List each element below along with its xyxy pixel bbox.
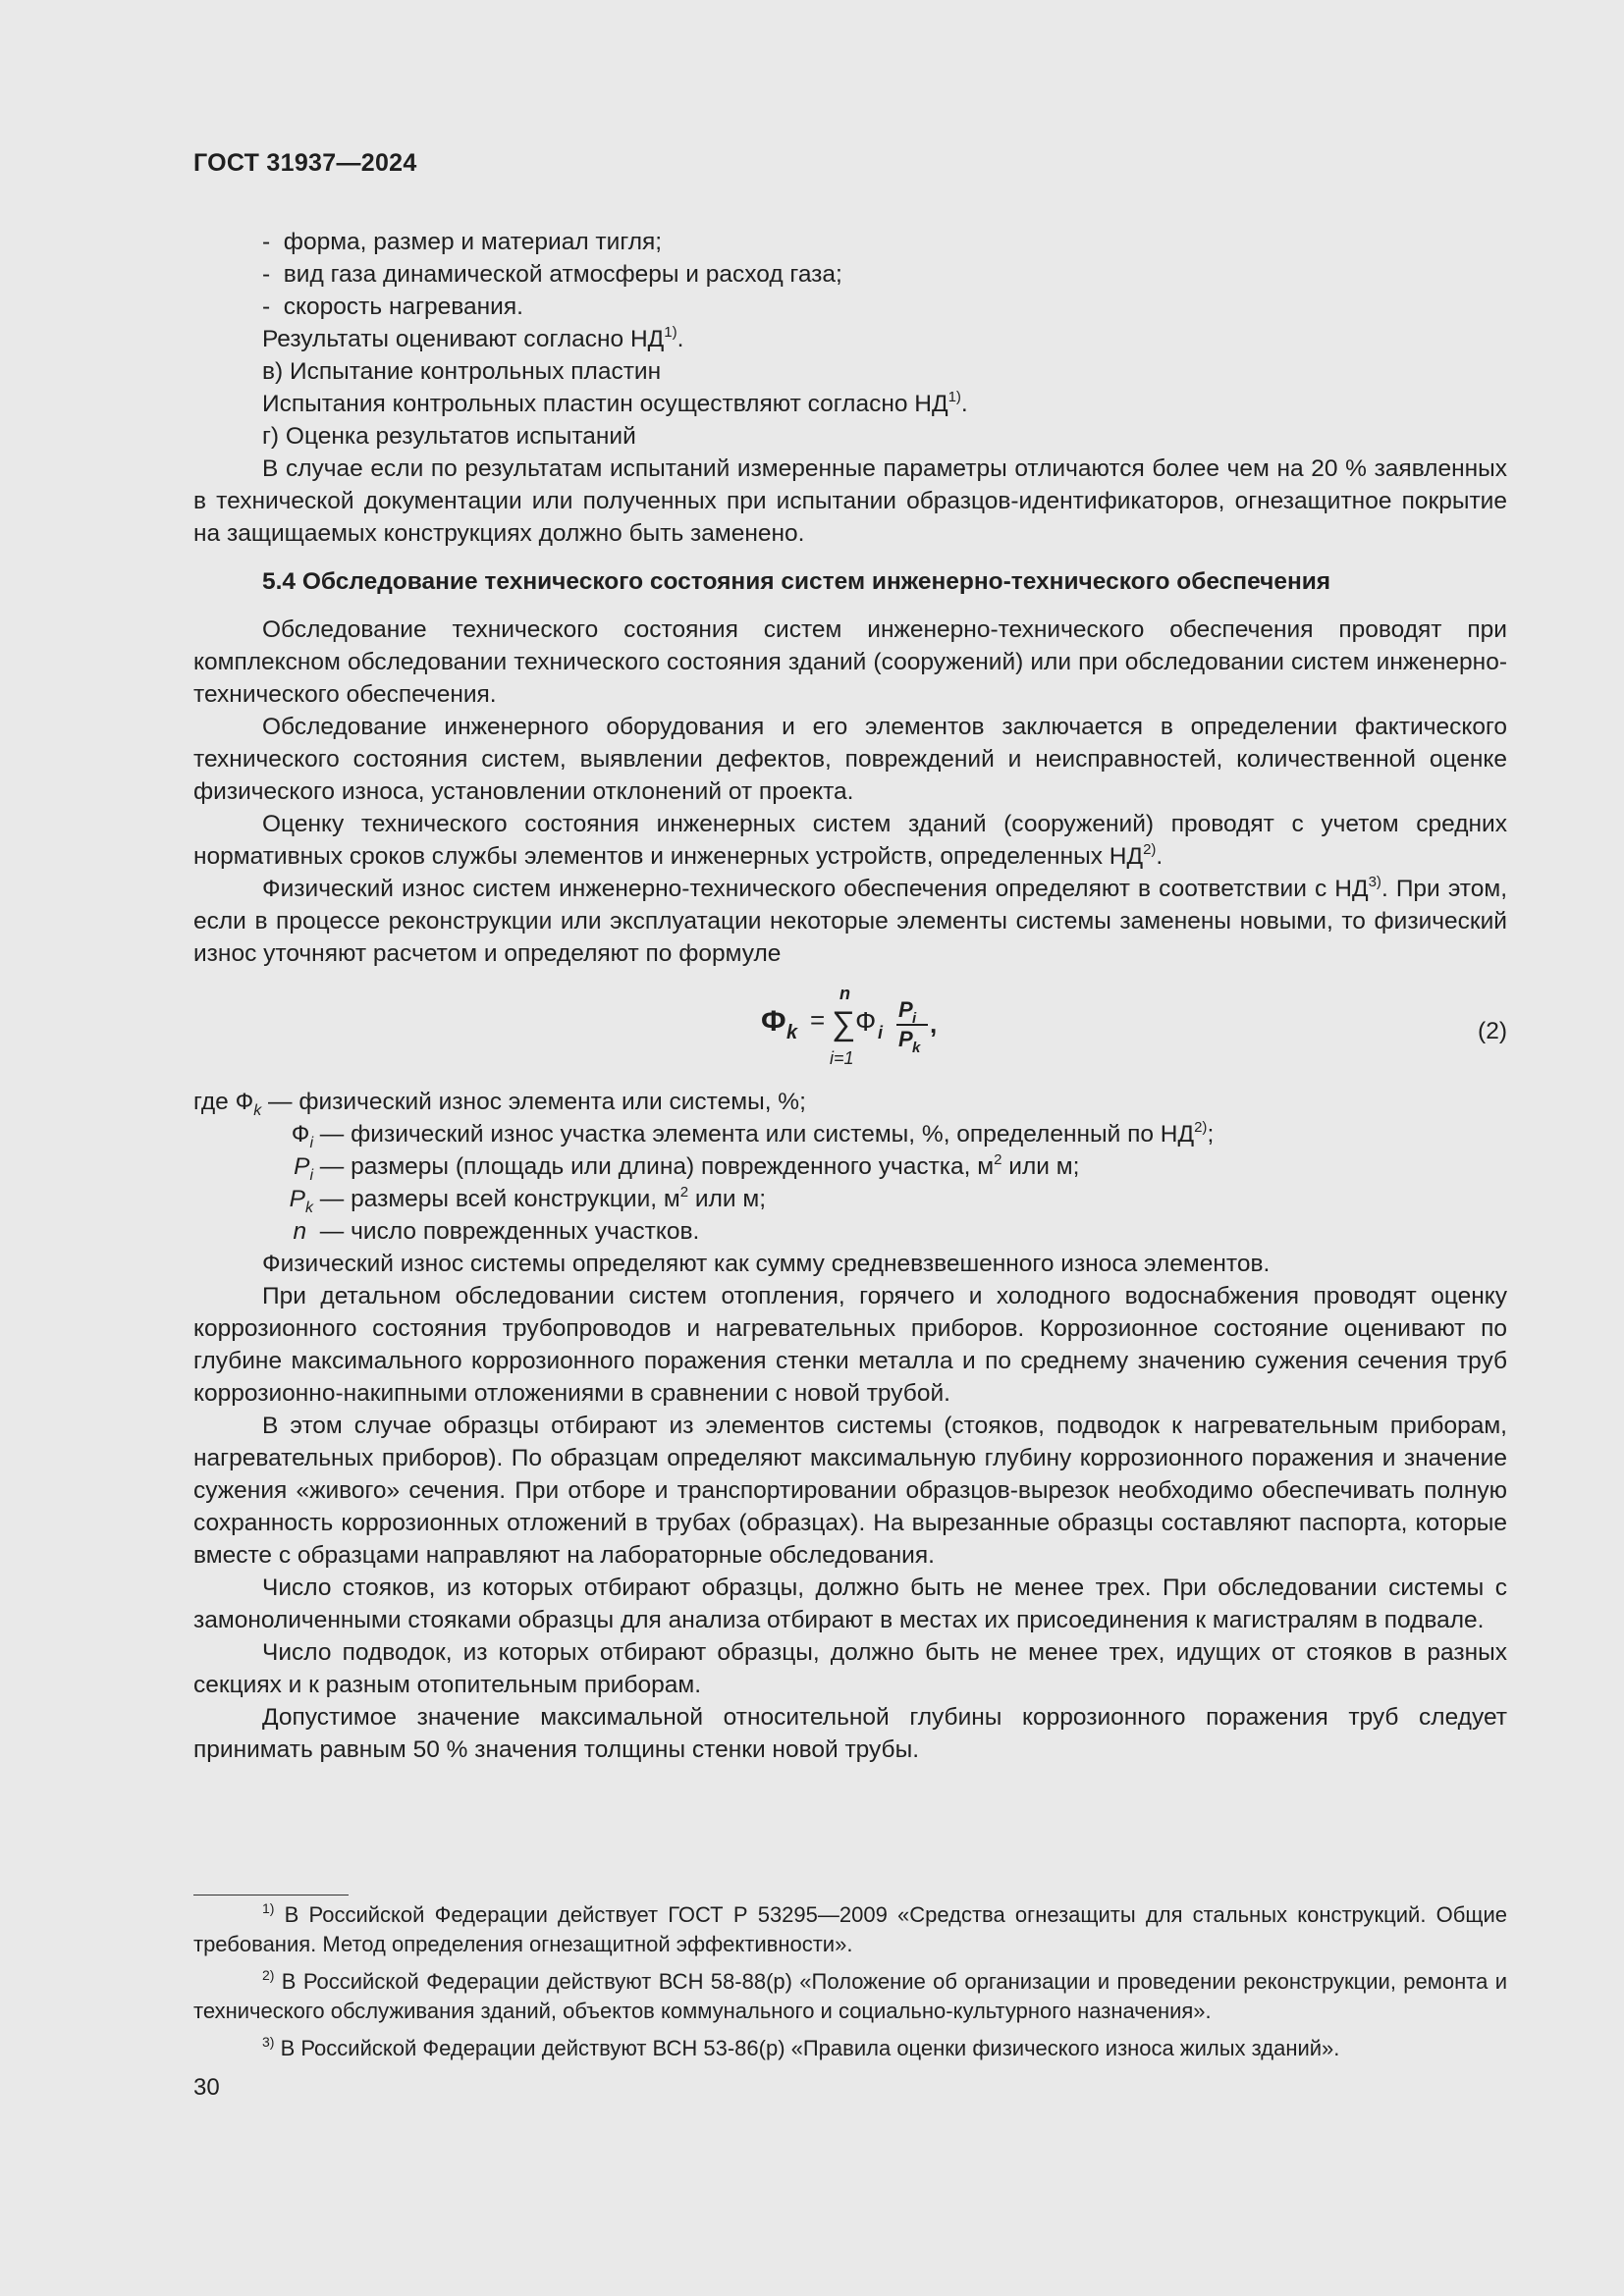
page-number: 30 — [193, 2074, 220, 2101]
formula-numerator: P — [898, 997, 913, 1022]
formula-numerator-sub: i — [912, 1010, 917, 1027]
subitem-g: г) Оценка результатов испытаний — [262, 423, 636, 450]
list-item: - вид газа динамической атмосферы и расход газа; — [262, 261, 842, 288]
formula-denominator-sub: k — [912, 1040, 921, 1056]
paragraph: Число стояков, из которых отбирают образцы, должно быть не менее трех. При обследовании системы с замоноличенными стояками образцы для анализа отбирают в местах их присоединения к магистралям в подвале. — [193, 1575, 1507, 1633]
footnote-ref: 1) — [664, 324, 677, 341]
footnote: $^{1)}$ В Российской Федерации действует ГОСТ Р 53295—2009 «Средства огнезащиты для стальных конструкций. Общие требования. Метод определения огнезащитной эффективности». — [193, 1900, 1507, 1956]
formula-lhs: Ф — [761, 1005, 786, 1038]
document-code-header: ГОСТ 31937—2024 — [193, 149, 417, 177]
where-block — [193, 1086, 1507, 1248]
paragraph-results: Результаты оценивают согласно НД$^{1)}$. — [262, 324, 684, 352]
section-heading: 5.4 Обследование технического состояния систем инженерно-технического обеспечения — [262, 568, 1331, 595]
where-line: n — число поврежденных участков. — [293, 1218, 700, 1245]
paragraph-replace: В случае если по результатам испытаний измеренные параметры отличаются более чем на 20 % заявленных в технической документации или полученных при испытании образцов-идентификаторов, огнезащитное покрытие на защищаемых конструкциях должно быть заменено. — [193, 455, 1507, 547]
formula-comma: , — [930, 1009, 938, 1039]
paragraph: Обследование технического состояния систем инженерно-технического обеспечения проводят при комплексном обследовании технического состояния зданий (сооружений) или при обследовании систем инженерно-технического обеспечения. — [193, 616, 1507, 708]
formula-number: (2) — [1478, 1018, 1507, 1044]
formula-eq: = — [810, 1005, 826, 1035]
formula — [193, 980, 1507, 1072]
formula-sum-top: n — [839, 984, 850, 1003]
where-line: $Ф_i$ — физический износ участка элемента или системы, %, определенный по НД$^{2)}$; — [291, 1119, 1215, 1151]
footnotes — [193, 1900, 1507, 2071]
footnote-ref: 1) — [947, 389, 961, 405]
paragraph: Допустимое значение максимальной относительной глубины коррозионного поражения труб следует принимать равным 50 % значения толщины стенки новой трубы. — [193, 1704, 1507, 1763]
where-line: где $Ф_k$ — физический износ элемента или системы, %; — [193, 1089, 806, 1119]
paragraph: Физический износ системы определяют как сумму средневзвешенного износа элементов. — [262, 1251, 1271, 1277]
list-item: - скорость нагревания. — [262, 294, 523, 320]
paragraph: В этом случае образцы отбирают из элементов системы (стояков, подводок к нагревательным приборам, нагревательных приборов). По образцам определяют максимальную глубину коррозионного поражения и значение сужения «живого» сечения. При отборе и транспортировании образцов-вырезок необходимо обеспечивать полную сохранность коррозионных отложений в трубах (образцах). На вырезанные образцы составляют паспорта, которые вместе с образцами направляют на лабораторные обследования. — [193, 1413, 1507, 1569]
footnote-ref: 2) — [1143, 841, 1157, 858]
footnote-ref: 3) — [1368, 874, 1381, 890]
paragraph: При детальном обследовании систем отопления, горячего и холодного водоснабжения проводят оценку коррозионного состояния трубопроводов и нагревательных приборов. Коррозионное состояние оценивают по глубине максимального коррозионного поражения стенки металла и по среднему значению сужения сечения труб коррозионно-накипными отложениями в сравнении с новой трубой. — [193, 1283, 1507, 1407]
paragraph-plates: Испытания контрольных пластин осуществляют согласно НД$^{1)}$. — [262, 389, 968, 417]
formula-lhs-sub: k — [786, 1022, 798, 1043]
where-line: $P_k$ — размеры всей конструкции, $м^2$ или м; — [289, 1184, 767, 1216]
paragraph: Число подводок, из которых отбирают образцы, должно быть не менее трех, идущих от стояков в разных секциях и к разным отопительным приборам. — [193, 1639, 1507, 1698]
formula-sum-bottom: i=1 — [830, 1048, 854, 1068]
formula-denominator: P — [898, 1027, 913, 1051]
document-body — [193, 226, 1507, 1766]
paragraph: Обследование инженерного оборудования и его элементов заключается в определении фактического технического состояния систем, выявлении дефектов, повреждений и неисправностей, количественной оценке физического износа, установлении отклонений от проекта. — [193, 714, 1507, 805]
footnote: $^{3)}$ В Российской Федерации действуют ВСН 53-86(р) «Правила оценки физического износа жилых зданий». — [262, 2034, 1340, 2060]
formula-sum-sign: ∑ — [832, 1005, 856, 1042]
formula-phi: Ф — [855, 1006, 877, 1037]
list-item: - форма, размер и материал тигля; — [262, 229, 663, 255]
formula-expression — [753, 980, 969, 1072]
paragraph: Оценку технического состояния инженерных систем зданий (сооружений) проводят с учетом средних нормативных сроков службы элементов и инженерных устройств, определенных НД$^{2)}$. — [193, 811, 1507, 870]
formula-phi-sub: i — [878, 1023, 884, 1042]
footnote: $^{2)}$ В Российской Федерации действуют ВСН 58-88(р) «Положение об организации и проведении реконструкции, ремонта и технического обслуживания зданий, объектов коммунального и социально-культурного назначения». — [193, 1967, 1507, 2023]
subitem-v: в) Испытание контрольных пластин — [262, 358, 662, 385]
paragraph: Физический износ систем инженерно-технического обеспечения определяют в соответствии с НД$^{3)}$. При этом, если в процессе реконструкции или эксплуатации некоторые элементы системы заменены новыми, то физический износ уточняют расчетом и определяют по формуле — [193, 874, 1508, 967]
footnote-divider — [193, 1895, 349, 1896]
where-line: $P_i$ — размеры (площадь или длина) поврежденного участка, $м^2$ или м; — [294, 1151, 1080, 1184]
